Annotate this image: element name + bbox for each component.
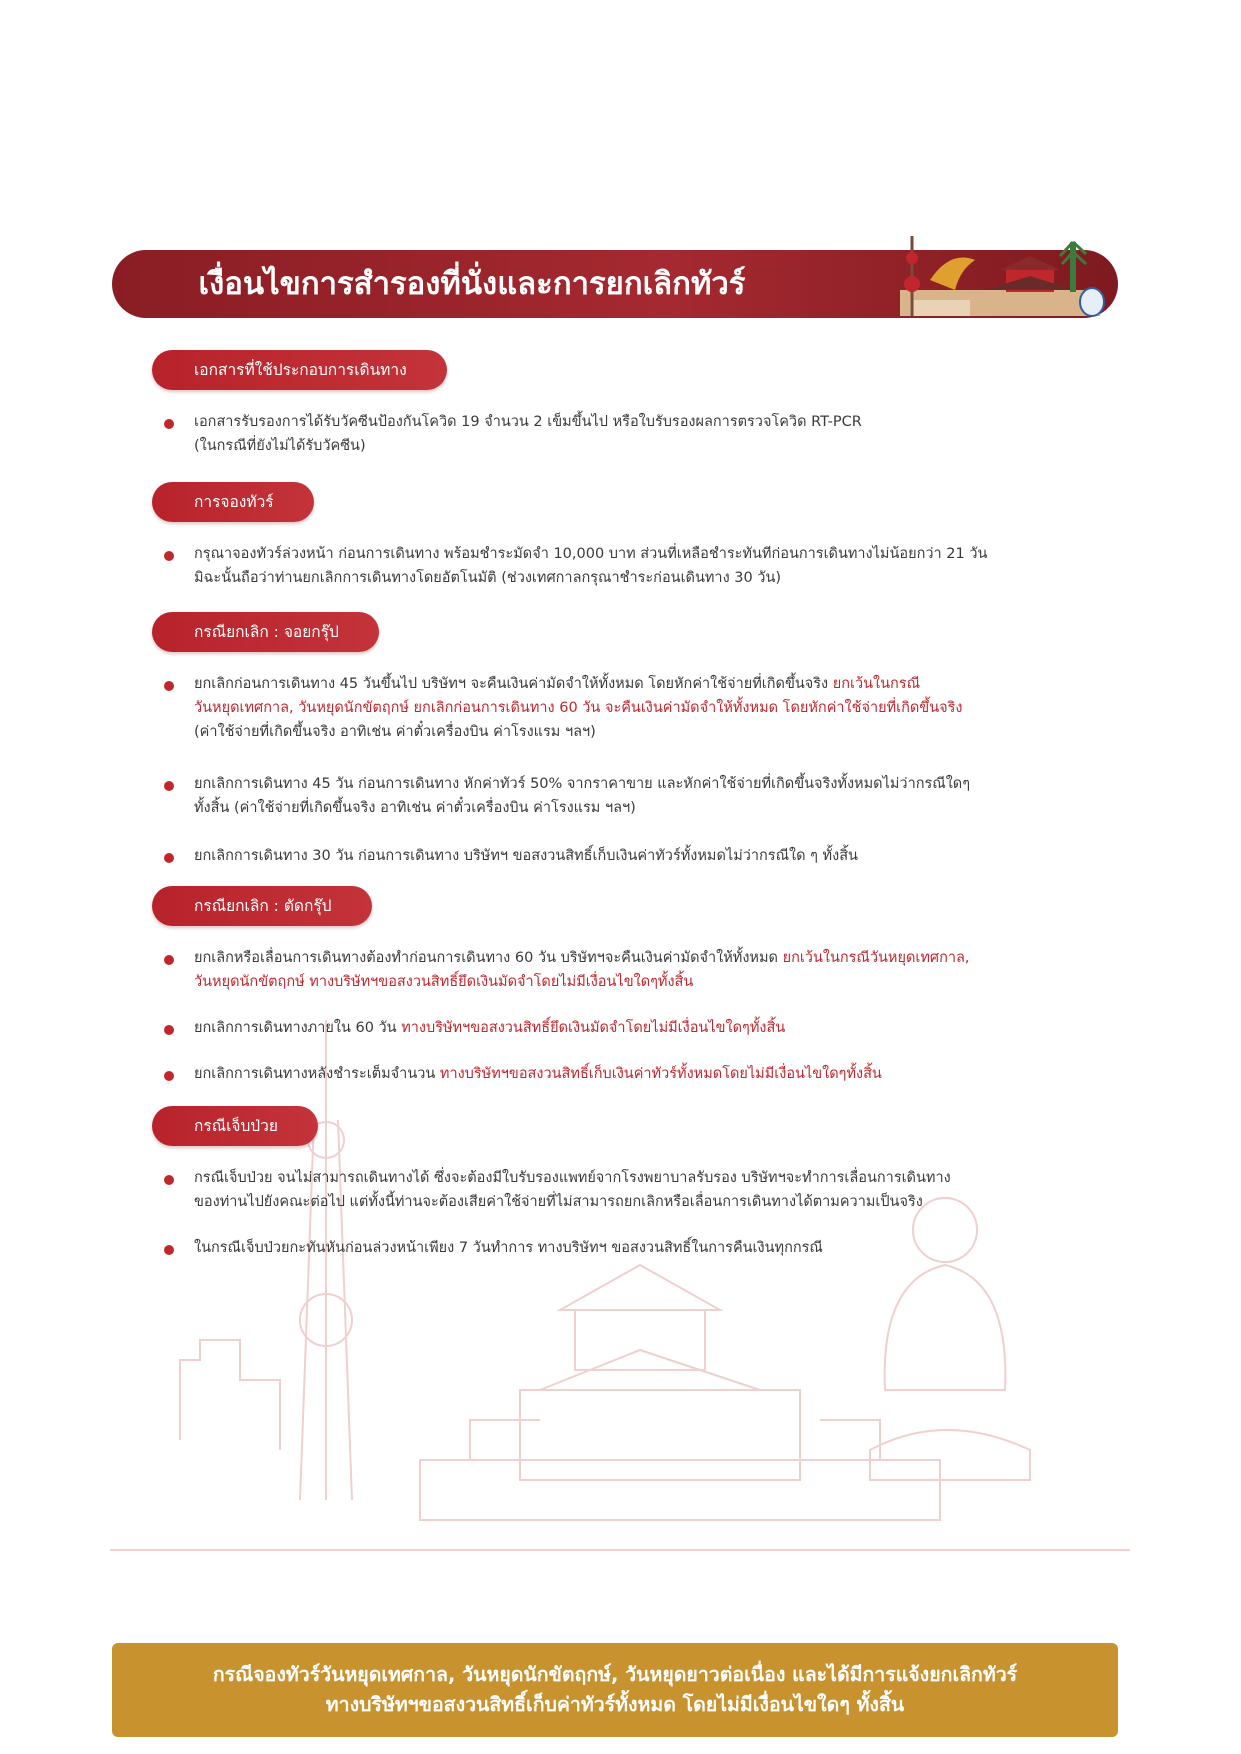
bullet-icon [164,551,174,561]
item-line: (ในกรณีที่ยังไม่ได้รับวัคซีน) [194,438,366,454]
list-item [150,1236,1080,1260]
bullet-icon [164,955,174,965]
list-item [150,410,1080,458]
section-documents [150,350,1080,458]
item-line: เอกสารรับรองการได้รับวัคซีนป้องกันโควิด 19 จำนวน 2 เข็มขึ้นไป หรือใบรับรองผลการตรวจโควิด RT-PCR [194,414,862,430]
item-line: ในกรณีเจ็บป่วยกะทันหันก่อนล่วงหน้าเพียง 7 วันทำการ ทางบริษัทฯ ขอสงวนสิทธิ์ในการคืนเงินทุกกรณี [194,1240,823,1256]
section-cancel-private-group [150,886,1080,1086]
item-line: มิฉะนั้นถือว่าท่านยกเลิกการเดินทางโดยอัตโนมัติ (ช่วงเทศกาลกรุณาชำระก่อนเดินทาง 30 วัน) [194,570,782,586]
bullet-icon [164,781,174,791]
item-line: กรณีเจ็บป่วย จนไม่สามารถเดินทางได้ ซึ่งจะต้องมีใบรับรองแพทย์จากโรงพยาบาลรับรอง บริษัทฯจะทำการเลื่อนการเดินทาง [194,1170,951,1186]
section-heading: กรณียกเลิก : จอยกรุ๊ป [152,612,379,652]
section-illness [150,1106,1080,1260]
highlight-text: ยกเว้นในกรณีวันหยุดเทศกาล, [782,950,970,966]
item-line: ยกเลิกก่อนการเดินทาง 45 วันขึ้นไป บริษัทฯ จะคืนเงินค่ามัดจำให้ทั้งหมด โดยหักค่าใช้จ่ายที่เกิดขึ้นจริง ยกเว้นในกรณี [194,676,921,692]
section-heading: กรณียกเลิก : ตัดกรุ๊ป [152,886,372,926]
highlight-text: วันหยุดนักขัตฤกษ์ ทางบริษัทฯขอสงวนสิทธิ์ยึดเงินมัดจำโดยไม่มีเงื่อนไขใดๆทั้งสิ้น [194,974,694,990]
highlight-text: ทางบริษัทฯขอสงวนสิทธิ์เก็บเงินค่าทัวร์ทั้งหมดโดยไม่มีเงื่อนไขใดๆทั้งสิ้น [439,1066,882,1082]
footer-line: ทางบริษัทฯขอสงวนสิทธิ์เก็บค่าทัวร์ทั้งหมด โดยไม่มีเงื่อนไขใดๆ ทั้งสิ้น [325,1693,905,1716]
list-item [150,772,1080,820]
item-line: กรุณาจองทัวร์ล่วงหน้า ก่อนการเดินทาง พร้อมชำระมัดจำ 10,000 บาท ส่วนที่เหลือชำระทันทีก่อนการเดินทางไม่น้อยกว่า 21 วัน [194,546,988,562]
section-heading: การจองทัวร์ [152,482,314,522]
item-line: ยกเลิกการเดินทางหลังชำระเต็มจำนวน ทางบริษัทฯขอสงวนสิทธิ์เก็บเงินค่าทัวร์ทั้งหมดโดยไม่มีเงื่อนไขใดๆทั้งสิ้น [194,1066,882,1082]
item-line: ของท่านไปยังคณะต่อไป แต่ทั้งนี้ท่านจะต้องเสียค่าใช้จ่ายที่ไม่สามารถยกเลิกหรือเลื่อนการเดินทางได้ตามความเป็นจริง [194,1194,923,1210]
list-item [150,672,1080,744]
section-heading: เอกสารที่ใช้ประกอบการเดินทาง [152,350,447,390]
item-line: ยกเลิกหรือเลื่อนการเดินทางต้องทำก่อนการเดินทาง 60 วัน บริษัทฯจะคืนเงินค่ามัดจำให้ทั้งหมด ยกเว้นในกรณีวันหยุดเทศกาล, [194,950,970,966]
bullet-icon [164,1175,174,1185]
bullet-icon [164,853,174,863]
highlight-text: ยกเว้นในกรณี [832,676,921,692]
item-line: ยกเลิกการเดินทาง 30 วัน ก่อนการเดินทาง บริษัทฯ ขอสงวนสิทธิ์เก็บเงินค่าทัวร์ทั้งหมดไม่ว่ากรณีใด ๆ ทั้งสิ้น [194,848,858,864]
list-item [150,1062,1080,1086]
bullet-icon [164,1245,174,1255]
item-line: (ค่าใช้จ่ายที่เกิดขึ้นจริง อาทิเช่น ค่าตั๋วเครื่องบิน ค่าโรงแรม ฯลฯ) [194,724,596,740]
list-item [150,844,1080,868]
footer-notice [112,1643,1118,1737]
section-booking [150,482,1080,590]
item-line: ทั้งสิ้น (ค่าใช้จ่ายที่เกิดขึ้นจริง อาทิเช่น ค่าตั๋วเครื่องบิน ค่าโรงแรม ฯลฯ) [194,800,636,816]
bullet-icon [164,1025,174,1035]
list-item [150,542,1080,590]
page-title: เงื่อนไขการสำรองที่นั่งและการยกเลิกทัวร์ [198,266,746,302]
footer-line: กรณีจองทัวร์วันหยุดเทศกาล, วันหยุดนักขัตฤกษ์, วันหยุดยาวต่อเนื่อง และได้มีการแจ้งยกเลิกทัวร์ [212,1663,1018,1686]
section-heading: กรณีเจ็บป่วย [152,1106,318,1146]
conditions-content [150,350,1080,1268]
item-line: ยกเลิกการเดินทางภายใน 60 วัน ทางบริษัทฯขอสงวนสิทธิ์ยึดเงินมัดจำโดยไม่มีเงื่อนไขใดๆทั้งสิ้น [194,1020,786,1036]
bullet-icon [164,681,174,691]
list-item [150,946,1080,994]
china-landmarks-illustration [880,230,1120,322]
bullet-icon [164,419,174,429]
bullet-icon [164,1071,174,1081]
highlight-text: วันหยุดเทศกาล, วันหยุดนักขัตฤกษ์ ยกเลิกก่อนการเดินทาง 60 วัน จะคืนเงินค่ามัดจำให้ทั้งหมด โดยหักค่าใช้จ่ายที่เกิดขึ้นจริง [194,700,963,716]
highlight-text: ทางบริษัทฯขอสงวนสิทธิ์ยึดเงินมัดจำโดยไม่มีเงื่อนไขใดๆทั้งสิ้น [401,1020,786,1036]
item-line: ยกเลิกการเดินทาง 45 วัน ก่อนการเดินทาง หักค่าทัวร์ 50% จากราคาขาย และหักค่าใช้จ่ายที่เกิดขึ้นจริงทั้งหมดไม่ว่ากรณีใดๆ [194,776,971,792]
list-item [150,1016,1080,1040]
list-item [150,1166,1080,1214]
section-cancel-join-group [150,612,1080,868]
